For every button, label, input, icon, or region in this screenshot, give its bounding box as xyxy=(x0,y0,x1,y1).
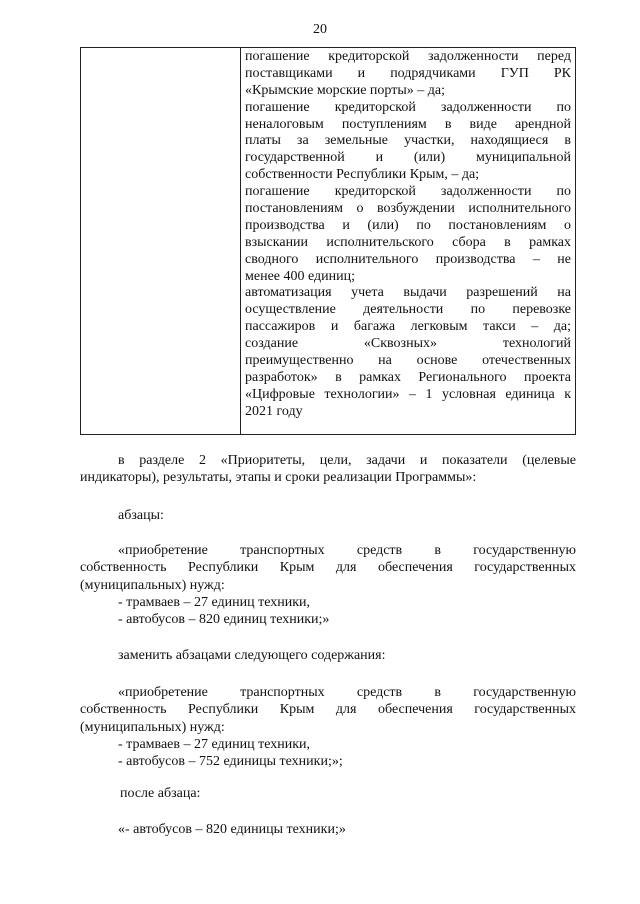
table-text-line: постановлениям о возбуждении исполнительного xyxy=(245,201,571,217)
section-intro xyxy=(80,452,576,487)
table xyxy=(80,47,576,435)
paragraph-replace xyxy=(80,647,576,664)
text-line: (муниципальных) нужд: xyxy=(80,719,225,735)
table-text-line: создание «Сквозных» технологий xyxy=(245,336,571,352)
table-text-line: разработок» в рамках Регионального проекта xyxy=(245,369,571,385)
text-line: - автобусов – 752 единицы техники;»; xyxy=(118,754,343,770)
text-line: собственность Республики Крым для обеспечения государственных xyxy=(80,560,576,576)
table-text-line: преимущественно на основе отечественных xyxy=(245,353,571,369)
table-text-line: погашение кредиторской задолженности перед xyxy=(245,49,571,64)
text-line: после абзаца: xyxy=(120,786,201,801)
text-line: «- автобусов – 820 единицы техники;» xyxy=(118,822,346,837)
paragraph-abzacy xyxy=(80,507,576,524)
table-text-line: менее 400 единиц; xyxy=(245,268,356,284)
table-text-line: платы за земельные участки, находящиеся в xyxy=(245,133,571,149)
table-text-line: сводного исполнительного производства – не xyxy=(245,251,571,267)
table-text-line: пассажиров и багажа легковым такси – да; xyxy=(245,319,571,335)
text-line: в разделе 2 «Приоритеты, цели, задачи и показатели (целевые xyxy=(118,453,576,468)
table-text-line: 2021 году xyxy=(245,403,303,419)
table-text-line: осуществление деятельности по перевозке xyxy=(245,302,571,318)
table-text-line: поставщиками и подрядчиками ГУП РК xyxy=(245,65,571,81)
table-text-line: автоматизация учета выдачи разрешений на xyxy=(245,285,571,301)
table-cell-empty xyxy=(81,48,241,434)
table-text-line: «Крымские морские порты» – да; xyxy=(245,82,445,98)
text-line: (муниципальных) нужд: xyxy=(80,577,225,593)
table-cell-text xyxy=(241,48,575,434)
text-line: - трамваев – 27 единиц техники, xyxy=(118,736,311,752)
table-text-line: «Цифровые технологии» – 1 условная единица к xyxy=(245,386,571,402)
text-line: «приобретение транспортных средств в государственную xyxy=(118,685,576,700)
page-number: 20 xyxy=(313,22,327,37)
table-text-line: погашение кредиторской задолженности по xyxy=(245,184,571,200)
quote-old xyxy=(80,542,576,628)
text-line: «приобретение транспортных средств в государственную xyxy=(118,543,576,558)
text-line: собственность Республики Крым для обеспечения государственных xyxy=(80,702,576,718)
text-line: абзацы: xyxy=(118,508,164,523)
quote-new xyxy=(80,684,576,770)
text-line: - трамваев – 27 единиц техники, xyxy=(118,594,311,610)
text-line: заменить абзацами следующего содержания: xyxy=(118,648,386,663)
table-text-line: государственной и (или) муниципальной xyxy=(245,150,571,166)
text-line: - автобусов – 820 единиц техники;» xyxy=(118,612,330,628)
paragraph-after xyxy=(80,785,576,802)
table-text-line: взыскании исполнительского сбора в рамках xyxy=(245,234,571,250)
table-text-line: погашение кредиторской задолженности по xyxy=(245,99,571,115)
paragraph-last-quote xyxy=(80,821,576,838)
table-text-line: неналоговым поступлениям в виде арендной xyxy=(245,116,571,132)
table-text-line: производства и (или) по постановлениям о xyxy=(245,217,571,233)
table-text-line: собственности Республики Крым, – да; xyxy=(245,167,480,183)
text-line: индикаторы), результаты, этапы и сроки реализации Программы»: xyxy=(80,470,477,486)
